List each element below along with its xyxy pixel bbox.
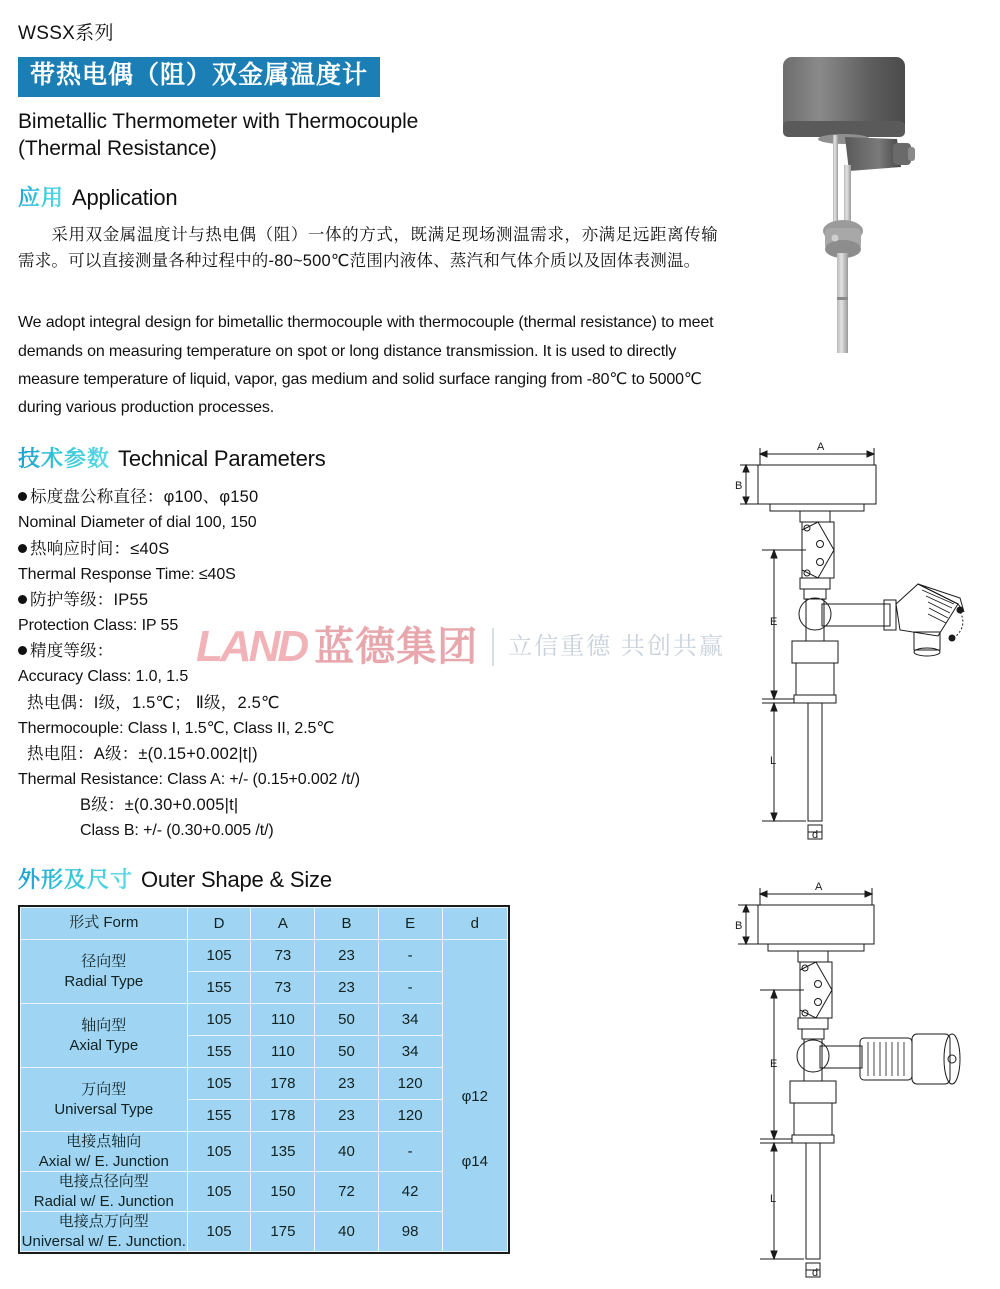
accuracy-line: 热电阻：A级：±(0.15+0.002|t|) (27, 745, 258, 764)
row-form-label (21, 1004, 188, 1068)
table-row (21, 1068, 508, 1100)
dim-label-b: B (735, 480, 743, 492)
cell-b: 23 (315, 940, 378, 972)
column-header-e: E (378, 908, 442, 940)
dia-value: φ12 (461, 1088, 488, 1106)
cell-d: 105 (187, 1004, 251, 1036)
technical-drawing-universal (722, 432, 1000, 852)
cell-d: 155 (187, 1036, 251, 1068)
watermark-slogan: 立信重德 共创共赢 (508, 633, 725, 660)
form-label-en: Axial w/ E. Junction (38, 1152, 169, 1170)
product-title-cn: 带热电偶（阻）双金属温度计 (18, 57, 380, 97)
spec-item-cn (18, 484, 718, 510)
bullet-icon (18, 595, 27, 604)
technical-drawing-universal-connector (722, 872, 1000, 1287)
column-header-b: B (315, 908, 378, 940)
spec-item-cn (18, 587, 718, 613)
cell-b: 50 (315, 1004, 378, 1036)
cell-d: 105 (187, 1068, 251, 1100)
spec-item-en: Protection Class: IP 55 (18, 617, 179, 635)
dim-label-l: L (770, 1193, 777, 1205)
column-header-dia: d (442, 908, 507, 940)
column-header-form: 形式 Form (21, 908, 188, 940)
table-row (21, 1172, 508, 1212)
table-row (21, 1004, 508, 1036)
form-label-cn: 电接点径向型 (58, 1173, 149, 1191)
dia-value: φ14 (461, 1153, 488, 1171)
bullet-icon (18, 492, 27, 501)
application-text-cn (18, 222, 718, 275)
dim-label-d: d (812, 1267, 819, 1279)
table-row (21, 940, 508, 972)
form-label-en: Axial Type (69, 1036, 139, 1054)
form-label-en: Universal w/ E. Junction. (21, 1232, 186, 1250)
product-photo (745, 35, 990, 355)
technical-heading (18, 445, 718, 473)
form-label-cn: 电接点万向型 (58, 1213, 149, 1231)
accuracy-line: Thermal Resistance: Class A: +/- (0.15+0.002 /t/) (18, 771, 360, 789)
cell-a: 73 (251, 940, 315, 972)
watermark-company: 蓝德集团 (314, 625, 479, 669)
form-label-en: Radial Type (64, 972, 144, 990)
spec-list (18, 484, 718, 843)
spec-item-en: Nominal Diameter of dial 100, 150 (18, 514, 257, 532)
spec-item-en: Accuracy Class: 1.0, 1.5 (18, 668, 189, 686)
cell-b: 40 (315, 1132, 378, 1172)
application-heading (18, 184, 718, 212)
application-heading-en: Application (72, 185, 178, 211)
cell-b: 23 (315, 1068, 378, 1100)
application-text-en: We adopt integral design for bimetallic thermocouple with thermocouple (thermal resistance) to meet demands on measuring temperature on spot or long distance transmission. It is used to directly measure temperature of liquid, vapor, gas medium and solid surface ranging from -80℃ to 5000℃ during various production processes. (18, 314, 714, 417)
dim-label-e: E (770, 1058, 778, 1070)
table-row (21, 1212, 508, 1252)
outer-shape-heading-en: Outer Shape & Size (141, 866, 332, 892)
content-column (18, 18, 718, 1254)
series-code: WSSX系列 (18, 23, 114, 44)
cell-a: 73 (251, 972, 315, 1004)
row-form-label (21, 1172, 188, 1212)
cell-a: 178 (251, 1100, 315, 1132)
technical-heading-en: Technical Parameters (118, 445, 326, 471)
dim-label-b: B (735, 920, 743, 932)
cell-a: 110 (251, 1004, 315, 1036)
dim-label-e: E (770, 616, 778, 628)
cell-b: 72 (315, 1172, 378, 1212)
cell-d: 105 (187, 940, 251, 972)
cell-b: 50 (315, 1036, 378, 1068)
dim-label-l: L (770, 755, 777, 767)
column-header-d: D (187, 908, 251, 940)
row-form-label (21, 1212, 188, 1252)
form-label-cn: 轴向型 (81, 1017, 127, 1035)
cell-a: 110 (251, 1036, 315, 1068)
cell-e: 34 (378, 1036, 442, 1068)
spec-text: 精度等级： (30, 642, 114, 661)
cell-d: 105 (187, 1132, 251, 1172)
cell-dia-merged (442, 940, 507, 1252)
spec-item-cn (18, 536, 718, 562)
spec-text: 标度盘公称直径：φ100、φ150 (30, 488, 259, 507)
cell-d: 155 (187, 972, 251, 1004)
form-label-cn: 电接点轴向 (66, 1133, 142, 1151)
cell-b: 23 (315, 972, 378, 1004)
dimensions-table-wrapper (18, 905, 510, 1254)
dim-label-d: d (812, 829, 819, 841)
application-text-cn-body: 采用双金属温度计与热电偶（阻）一体的方式，既满足现场测温需求，亦满足远距离传输需求。可以直接测量各种过程中的-80~500℃范围内液体、蒸汽和气体介质以及固体表测温。 (18, 225, 718, 271)
technical-heading-cn: 技术参数 (18, 445, 111, 471)
cell-b: 23 (315, 1100, 378, 1132)
cell-e: 120 (378, 1068, 442, 1100)
row-form-label (21, 1132, 188, 1172)
outer-shape-heading-cn: 外形及尺寸 (18, 866, 134, 892)
table-header-row (21, 908, 508, 940)
cell-d: 155 (187, 1100, 251, 1132)
form-label-en: Universal Type (54, 1100, 154, 1118)
form-label-cn: 万向型 (81, 1081, 127, 1099)
spec-text: 热响应时间：≤40S (30, 539, 170, 558)
accuracy-line: Thermocouple: Class I, 1.5℃, Class II, 2.5℃ (18, 719, 335, 737)
cell-a: 178 (251, 1068, 315, 1100)
dimensions-table (20, 907, 508, 1252)
cell-e: 120 (378, 1100, 442, 1132)
bullet-icon (18, 646, 27, 655)
accuracy-line: B级：±(0.30+0.005|t| (80, 796, 239, 815)
spec-text: 防护等级：IP55 (30, 591, 149, 610)
outer-shape-heading (18, 866, 718, 894)
product-title-en (18, 108, 718, 163)
cell-e: - (378, 972, 442, 1004)
cell-e: - (378, 1132, 442, 1172)
product-title-en-line2: (Thermal Resistance) (18, 136, 217, 160)
cell-e: - (378, 940, 442, 972)
product-title-en-line1: Bimetallic Thermometer with Thermocouple (18, 109, 419, 133)
cell-b: 40 (315, 1212, 378, 1252)
dim-label-a: A (817, 441, 825, 453)
accuracy-line: 热电偶：I级，1.5℃； Ⅱ级，2.5℃ (27, 693, 280, 712)
cell-a: 175 (251, 1212, 315, 1252)
cell-e: 98 (378, 1212, 442, 1252)
spec-item-cn (18, 638, 718, 664)
bullet-icon (18, 544, 27, 553)
accuracy-line: Class B: +/- (0.30+0.005 /t/) (80, 822, 274, 840)
row-form-label (21, 1068, 188, 1132)
spec-item-en: Thermal Response Time: ≤40S (18, 565, 236, 583)
column-header-a: A (251, 908, 315, 940)
table-row (21, 1132, 508, 1172)
form-label-en: Radial w/ E. Junction (33, 1192, 174, 1210)
form-label-cn: 径向型 (81, 953, 127, 971)
cell-a: 150 (251, 1172, 315, 1212)
cell-d: 105 (187, 1172, 251, 1212)
cell-e: 42 (378, 1172, 442, 1212)
cell-d: 105 (187, 1212, 251, 1252)
dim-label-a: A (815, 881, 823, 893)
cell-a: 135 (251, 1132, 315, 1172)
application-heading-cn: 应用 (18, 185, 65, 211)
row-form-label (21, 940, 188, 1004)
watermark-logo: LAND (196, 622, 307, 671)
cell-e: 34 (378, 1004, 442, 1036)
